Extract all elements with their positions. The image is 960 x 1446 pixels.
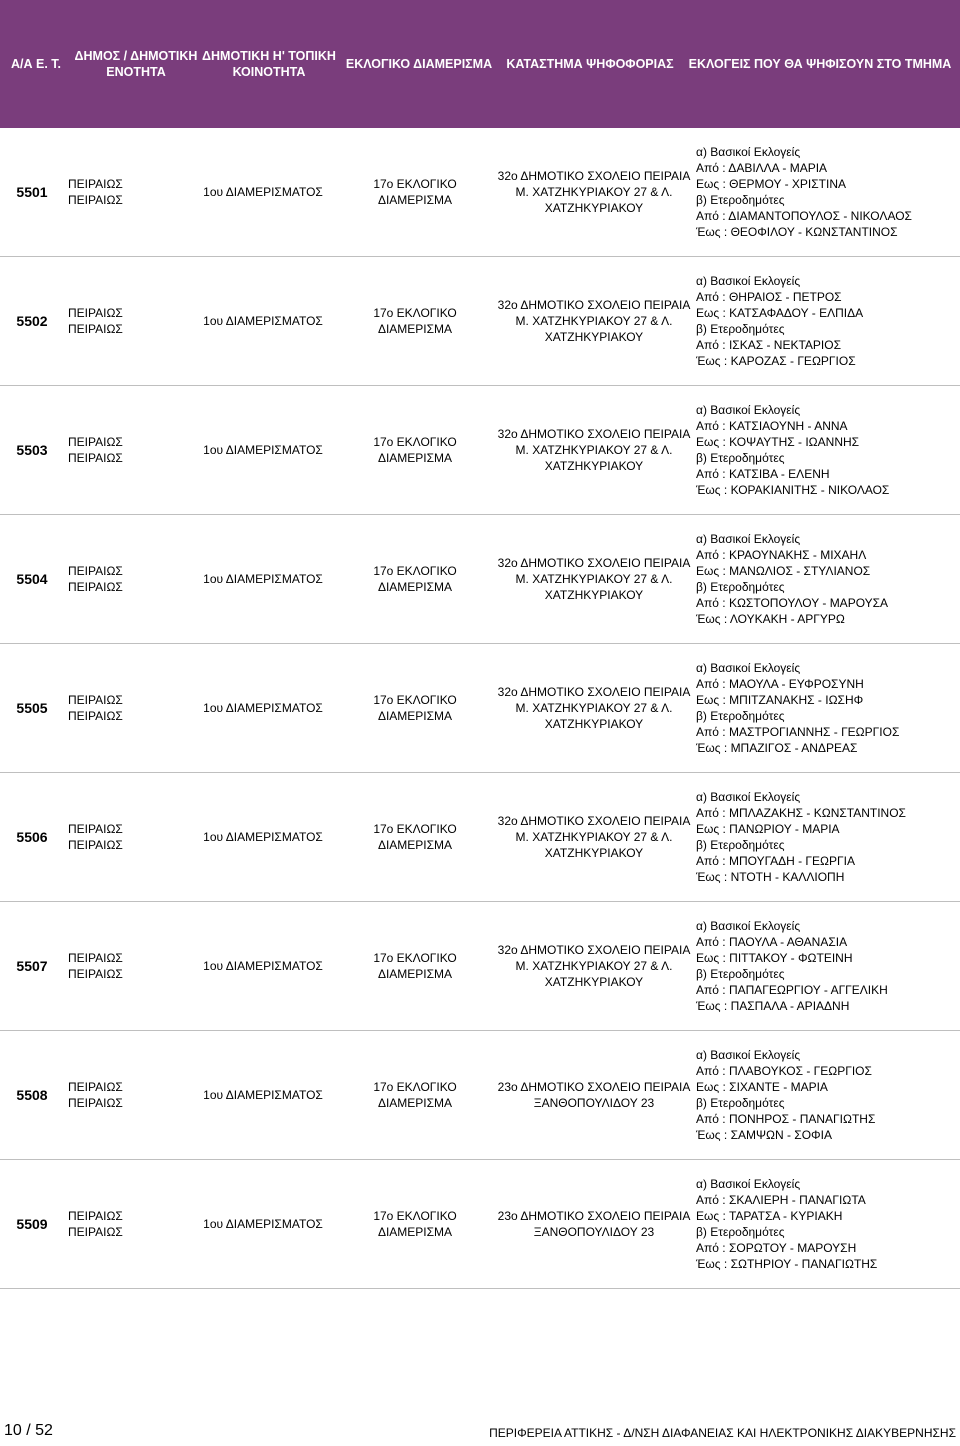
row-number: 5509 xyxy=(16,1216,48,1232)
polling-station-cell: 32ο ΔΗΜΟΤΙΚΟ ΣΧΟΛΕΙΟ ΠΕΙΡΑΙΑ Μ. ΧΑΤΖΗΚΥΡΙΑΚΟΥ 27 & Λ. ΧΑΤΖΗΚΥΡΙΑΚΟΥ xyxy=(497,943,691,989)
table-row xyxy=(0,773,960,902)
voters-cell xyxy=(696,644,960,772)
voters-cell xyxy=(696,128,960,256)
municipality-cell xyxy=(68,644,188,772)
polling-station-cell: 32ο ΔΗΜΟΤΙΚΟ ΣΧΟΛΕΙΟ ΠΕΙΡΑΙΑ Μ. ΧΑΤΖΗΚΥΡΙΑΚΟΥ 27 & Λ. ΧΑΤΖΗΚΥΡΙΑΚΟΥ xyxy=(497,169,691,215)
row-number: 5502 xyxy=(16,313,48,329)
electoral-section-cell: 17ο ΕΚΛΟΓΙΚΟ ΔΙΑΜΕΡΙΣΜΑ xyxy=(373,1080,457,1110)
voters-line: Από : ΣΚΑΛΙΕΡΗ - ΠΑΝΑΓΙΩΤΑ xyxy=(696,1193,866,1207)
voters-line: Εως : ΣΙΧΑΝΤΕ - ΜΑΡΙΑ xyxy=(696,1080,828,1094)
municipality-cell xyxy=(68,1031,188,1159)
page-footer xyxy=(0,1418,960,1446)
table-row xyxy=(0,386,960,515)
community-cell: 1ου ΔΙΑΜΕΡΙΣΜΑΤΟΣ xyxy=(203,959,323,973)
header-col-municipality: ΔΗΜΟΣ / ΔΗΜΟΤΙΚΗ ΕΝΟΤΗΤΑ xyxy=(74,49,198,79)
community-cell: 1ου ΔΙΑΜΕΡΙΣΜΑΤΟΣ xyxy=(203,1217,323,1231)
voters-cell xyxy=(696,1160,960,1288)
municipality-name: ΠΕΙΡΑΙΩΣ xyxy=(68,693,123,707)
polling-station-cell: 32ο ΔΗΜΟΤΙΚΟ ΣΧΟΛΕΙΟ ΠΕΙΡΑΙΑ Μ. ΧΑΤΖΗΚΥΡΙΑΚΟΥ 27 & Λ. ΧΑΤΖΗΚΥΡΙΑΚΟΥ xyxy=(497,556,691,602)
municipality-name: ΠΕΙΡΑΙΩΣ xyxy=(68,951,123,965)
municipality-name: ΠΕΙΡΑΙΩΣ xyxy=(68,1080,123,1094)
table-row xyxy=(0,902,960,1031)
row-number: 5507 xyxy=(16,958,48,974)
voters-line: Από : ΜΑΣΤΡΟΓΙΑΝΝΗΣ - ΓΕΩΡΓΙΟΣ xyxy=(696,725,900,739)
voters-line: Από : ΚΑΤΣΙΑΟΥΝΗ - ΑΝΝΑ xyxy=(696,419,848,433)
voters-line: β) Ετεροδημότες xyxy=(696,451,785,465)
voters-line: Έως : ΠΑΣΠΑΛΑ - ΑΡΙΑΔΝΗ xyxy=(696,999,850,1013)
community-cell: 1ου ΔΙΑΜΕΡΙΣΜΑΤΟΣ xyxy=(203,443,323,457)
voters-line: β) Ετεροδημότες xyxy=(696,838,785,852)
electoral-section-cell: 17ο ΕΚΛΟΓΙΚΟ ΔΙΑΜΕΡΙΣΜΑ xyxy=(373,1209,457,1239)
row-number: 5506 xyxy=(16,829,48,845)
voters-cell xyxy=(696,515,960,643)
voters-line: Από : ΜΠΟΥΓΑΔΗ - ΓΕΩΡΓΙΑ xyxy=(696,854,855,868)
electoral-section-cell: 17ο ΕΚΛΟΓΙΚΟ ΔΙΑΜΕΡΙΣΜΑ xyxy=(373,951,457,981)
municipality-name: ΠΕΙΡΑΙΩΣ xyxy=(68,322,123,336)
voters-line: Έως : ΘΕΟΦΙΛΟΥ - ΚΩΝΣΤΑΝΤΙΝΟΣ xyxy=(696,225,898,239)
voters-line: Από : ΔΑΒΙΛΛΑ - ΜΑΡΙΑ xyxy=(696,161,828,175)
municipality-name: ΠΕΙΡΑΙΩΣ xyxy=(68,1225,123,1239)
voters-line: β) Ετεροδημότες xyxy=(696,967,785,981)
municipality-name: ΠΕΙΡΑΙΩΣ xyxy=(68,838,123,852)
voters-line: Εως : ΠΑΝΩΡΙΟΥ - ΜΑΡΙΑ xyxy=(696,822,840,836)
voters-line: α) Βασικοί Εκλογείς xyxy=(696,145,801,159)
polling-station-cell: 32ο ΔΗΜΟΤΙΚΟ ΣΧΟΛΕΙΟ ΠΕΙΡΑΙΑ Μ. ΧΑΤΖΗΚΥΡΙΑΚΟΥ 27 & Λ. ΧΑΤΖΗΚΥΡΙΑΚΟΥ xyxy=(497,427,691,473)
header-col-community: ΔΗΜΟΤΙΚΗ Η' ΤΟΠΙΚΗ ΚΟΙΝΟΤΗΤΑ xyxy=(202,49,336,79)
community-cell: 1ου ΔΙΑΜΕΡΙΣΜΑΤΟΣ xyxy=(203,1088,323,1102)
voters-line: β) Ετεροδημότες xyxy=(696,193,785,207)
row-number: 5504 xyxy=(16,571,48,587)
electoral-section-cell: 17ο ΕΚΛΟΓΙΚΟ ΔΙΑΜΕΡΙΣΜΑ xyxy=(373,564,457,594)
table-row xyxy=(0,257,960,386)
table-row xyxy=(0,1031,960,1160)
voters-line: Εως : ΚΟΨΑΥΤΗΣ - ΙΩΑΝΝΗΣ xyxy=(696,435,860,449)
electoral-section-cell: 17ο ΕΚΛΟΓΙΚΟ ΔΙΑΜΕΡΙΣΜΑ xyxy=(373,177,457,207)
voters-line: α) Βασικοί Εκλογείς xyxy=(696,532,801,546)
table-row xyxy=(0,515,960,644)
footer-text: ΠΕΡΙΦΕΡΕΙΑ ΑΤΤΙΚΗΣ - Δ/ΝΣΗ ΔΙΑΦΑΝΕΙΑΣ ΚΑΙ ΗΛΕΚΤΡΟΝΙΚΗΣ ΔΙΑΚΥΒΕΡΝΗΣΗΣ xyxy=(489,1426,956,1440)
voters-line: Από : ΜΠΛΑΖΑΚΗΣ - ΚΩΝΣΤΑΝΤΙΝΟΣ xyxy=(696,806,906,820)
voters-cell xyxy=(696,386,960,514)
voters-line: Έως : ΜΠΑΖΙΓΟΣ - ΑΝΔΡΕΑΣ xyxy=(696,741,858,755)
voters-line: Από : ΔΙΑΜΑΝΤΟΠΟΥΛΟΣ - ΝΙΚΟΛΑΟΣ xyxy=(696,209,912,223)
municipality-cell xyxy=(68,1160,188,1288)
community-cell: 1ου ΔΙΑΜΕΡΙΣΜΑΤΟΣ xyxy=(203,185,323,199)
voters-line: α) Βασικοί Εκλογείς xyxy=(696,919,801,933)
municipality-cell xyxy=(68,515,188,643)
polling-station-cell: 23ο ΔΗΜΟΤΙΚΟ ΣΧΟΛΕΙΟ ΠΕΙΡΑΙΑ ΞΑΝΘΟΠΟΥΛΙΔΟΥ 23 xyxy=(497,1080,691,1110)
table-row xyxy=(0,644,960,773)
municipality-name: ΠΕΙΡΑΙΩΣ xyxy=(68,193,123,207)
voters-line: β) Ετεροδημότες xyxy=(696,322,785,336)
voters-line: Εως : ΘΕΡΜΟΥ - ΧΡΙΣΤΙΝΑ xyxy=(696,177,846,191)
page-number: 10 / 52 xyxy=(4,1422,53,1439)
voters-line: β) Ετεροδημότες xyxy=(696,1225,785,1239)
row-number: 5508 xyxy=(16,1087,48,1103)
header-col-electoral-section: ΕΚΛΟΓΙΚΟ ΔΙΑΜΕΡΙΣΜΑ xyxy=(345,57,493,71)
voters-line: Εως : ΠΙΤΤΑΚΟΥ - ΦΩΤΕΙΝΗ xyxy=(696,951,853,965)
voters-line: Από : ΠΟΝΗΡΟΣ - ΠΑΝΑΓΙΩΤΗΣ xyxy=(696,1112,876,1126)
municipality-name: ΠΕΙΡΑΙΩΣ xyxy=(68,967,123,981)
voters-line: Έως : ΣΩΤΗΡΙΟΥ - ΠΑΝΑΓΙΩΤΗΣ xyxy=(696,1257,878,1271)
voters-line: α) Βασικοί Εκλογείς xyxy=(696,274,801,288)
voters-line: Εως : ΜΠΙΤΖΑΝΑΚΗΣ - ΙΩΣΗΦ xyxy=(696,693,864,707)
community-cell: 1ου ΔΙΑΜΕΡΙΣΜΑΤΟΣ xyxy=(203,830,323,844)
row-number: 5503 xyxy=(16,442,48,458)
community-cell: 1ου ΔΙΑΜΕΡΙΣΜΑΤΟΣ xyxy=(203,314,323,328)
voters-line: Από : ΜΑΟΥΛΑ - ΕΥΦΡΟΣΥΝΗ xyxy=(696,677,864,691)
municipality-name: ΠΕΙΡΑΙΩΣ xyxy=(68,177,123,191)
voters-line: β) Ετεροδημότες xyxy=(696,1096,785,1110)
voters-line: Έως : ΝΤΟΤΗ - ΚΑΛΛΙΟΠΗ xyxy=(696,870,845,884)
voters-line: α) Βασικοί Εκλογείς xyxy=(696,661,801,675)
row-number: 5501 xyxy=(16,184,48,200)
voters-line: Εως : ΜΑΝΩΛΙΟΣ - ΣΤΥΛΙΑΝΟΣ xyxy=(696,564,871,578)
table-row xyxy=(0,1160,960,1289)
voters-cell xyxy=(696,1031,960,1159)
voters-cell xyxy=(696,773,960,901)
voters-line: α) Βασικοί Εκλογείς xyxy=(696,790,801,804)
community-cell: 1ου ΔΙΑΜΕΡΙΣΜΑΤΟΣ xyxy=(203,572,323,586)
electoral-section-cell: 17ο ΕΚΛΟΓΙΚΟ ΔΙΑΜΕΡΙΣΜΑ xyxy=(373,822,457,852)
electoral-section-cell: 17ο ΕΚΛΟΓΙΚΟ ΔΙΑΜΕΡΙΣΜΑ xyxy=(373,306,457,336)
voters-cell xyxy=(696,257,960,385)
voters-line: Εως : ΤΑΡΑΤΣΑ - ΚΥΡΙΑΚΗ xyxy=(696,1209,843,1223)
municipality-name: ΠΕΙΡΑΙΩΣ xyxy=(68,435,123,449)
voters-cell xyxy=(696,902,960,1030)
voters-line: Από : ΠΑΟΥΛΑ - ΑΘΑΝΑΣΙΑ xyxy=(696,935,848,949)
polling-station-cell: 32ο ΔΗΜΟΤΙΚΟ ΣΧΟΛΕΙΟ ΠΕΙΡΑΙΑ Μ. ΧΑΤΖΗΚΥΡΙΑΚΟΥ 27 & Λ. ΧΑΤΖΗΚΥΡΙΑΚΟΥ xyxy=(497,814,691,860)
municipality-cell xyxy=(68,386,188,514)
municipality-name: ΠΕΙΡΑΙΩΣ xyxy=(68,580,123,594)
municipality-name: ΠΕΙΡΑΙΩΣ xyxy=(68,709,123,723)
polling-station-cell: 32ο ΔΗΜΟΤΙΚΟ ΣΧΟΛΕΙΟ ΠΕΙΡΑΙΑ Μ. ΧΑΤΖΗΚΥΡΙΑΚΟΥ 27 & Λ. ΧΑΤΖΗΚΥΡΙΑΚΟΥ xyxy=(497,685,691,731)
voters-line: Από : ΘΗΡΑΙΟΣ - ΠΕΤΡΟΣ xyxy=(696,290,842,304)
voters-line: Έως : ΚΟΡΑΚΙΑΝΙΤΗΣ - ΝΙΚΟΛΑΟΣ xyxy=(696,483,890,497)
voters-line: Έως : ΚΑΡΟΖΑΣ - ΓΕΩΡΓΙΟΣ xyxy=(696,354,856,368)
voters-line: Έως : ΛΟΥΚΑΚΗ - ΑΡΓΥΡΩ xyxy=(696,612,845,626)
municipality-cell xyxy=(68,773,188,901)
header-col-number: Α/Α Ε. Τ. xyxy=(10,57,62,71)
voters-line: β) Ετεροδημότες xyxy=(696,709,785,723)
voters-line: Από : ΚΑΤΣΙΒΑ - ΕΛΕΝΗ xyxy=(696,467,830,481)
polling-station-cell: 23ο ΔΗΜΟΤΙΚΟ ΣΧΟΛΕΙΟ ΠΕΙΡΑΙΑ ΞΑΝΘΟΠΟΥΛΙΔΟΥ 23 xyxy=(497,1209,691,1239)
community-cell: 1ου ΔΙΑΜΕΡΙΣΜΑΤΟΣ xyxy=(203,701,323,715)
voters-line: Από : ΣΟΡΩΤΟΥ - ΜΑΡΟΥΣΗ xyxy=(696,1241,857,1255)
header-col-voters: ΕΚΛΟΓΕΙΣ ΠΟΥ ΘΑ ΨΗΦΙΣΟΥΝ ΣΤΟ ΤΜΗΜΑ xyxy=(688,57,952,71)
municipality-name: ΠΕΙΡΑΙΩΣ xyxy=(68,451,123,465)
municipality-name: ΠΕΙΡΑΙΩΣ xyxy=(68,1209,123,1223)
electoral-section-cell: 17ο ΕΚΛΟΓΙΚΟ ΔΙΑΜΕΡΙΣΜΑ xyxy=(373,693,457,723)
voters-line: Από : ΙΣΚΑΣ - ΝΕΚΤΑΡΙΟΣ xyxy=(696,338,842,352)
voters-line: Από : ΠΑΠΑΓΕΩΡΓΙΟΥ - ΑΓΓΕΛΙΚΗ xyxy=(696,983,888,997)
header-col-polling-station: ΚΑΤΑΣΤΗΜΑ ΨΗΦΟΦΟΡΙΑΣ xyxy=(506,57,674,71)
municipality-name: ΠΕΙΡΑΙΩΣ xyxy=(68,564,123,578)
voters-line: Από : ΚΩΣΤΟΠΟΥΛΟΥ - ΜΑΡΟΥΣΑ xyxy=(696,596,889,610)
municipality-cell xyxy=(68,902,188,1030)
voters-line: Από : ΠΛΑΒΟΥΚΟΣ - ΓΕΩΡΓΙΟΣ xyxy=(696,1064,872,1078)
voters-line: Από : ΚΡΑΟΥΝΑΚΗΣ - ΜΙΧΑΗΛ xyxy=(696,548,867,562)
voters-line: α) Βασικοί Εκλογείς xyxy=(696,1177,801,1191)
electoral-section-cell: 17ο ΕΚΛΟΓΙΚΟ ΔΙΑΜΕΡΙΣΜΑ xyxy=(373,435,457,465)
voters-line: α) Βασικοί Εκλογείς xyxy=(696,1048,801,1062)
municipality-name: ΠΕΙΡΑΙΩΣ xyxy=(68,822,123,836)
voters-line: Έως : ΣΑΜΨΩΝ - ΣΟΦΙΑ xyxy=(696,1128,832,1142)
voters-line: α) Βασικοί Εκλογείς xyxy=(696,403,801,417)
table-header xyxy=(0,0,960,128)
polling-station-cell: 32ο ΔΗΜΟΤΙΚΟ ΣΧΟΛΕΙΟ ΠΕΙΡΑΙΑ Μ. ΧΑΤΖΗΚΥΡΙΑΚΟΥ 27 & Λ. ΧΑΤΖΗΚΥΡΙΑΚΟΥ xyxy=(497,298,691,344)
row-number: 5505 xyxy=(16,700,48,716)
municipality-name: ΠΕΙΡΑΙΩΣ xyxy=(68,1096,123,1110)
municipality-cell xyxy=(68,128,188,256)
voters-line: β) Ετεροδημότες xyxy=(696,580,785,594)
voters-line: Εως : ΚΑΤΣΑΦΑΔΟΥ - ΕΛΠΙΔΑ xyxy=(696,306,864,320)
table-row xyxy=(0,128,960,257)
municipality-name: ΠΕΙΡΑΙΩΣ xyxy=(68,306,123,320)
municipality-cell xyxy=(68,257,188,385)
